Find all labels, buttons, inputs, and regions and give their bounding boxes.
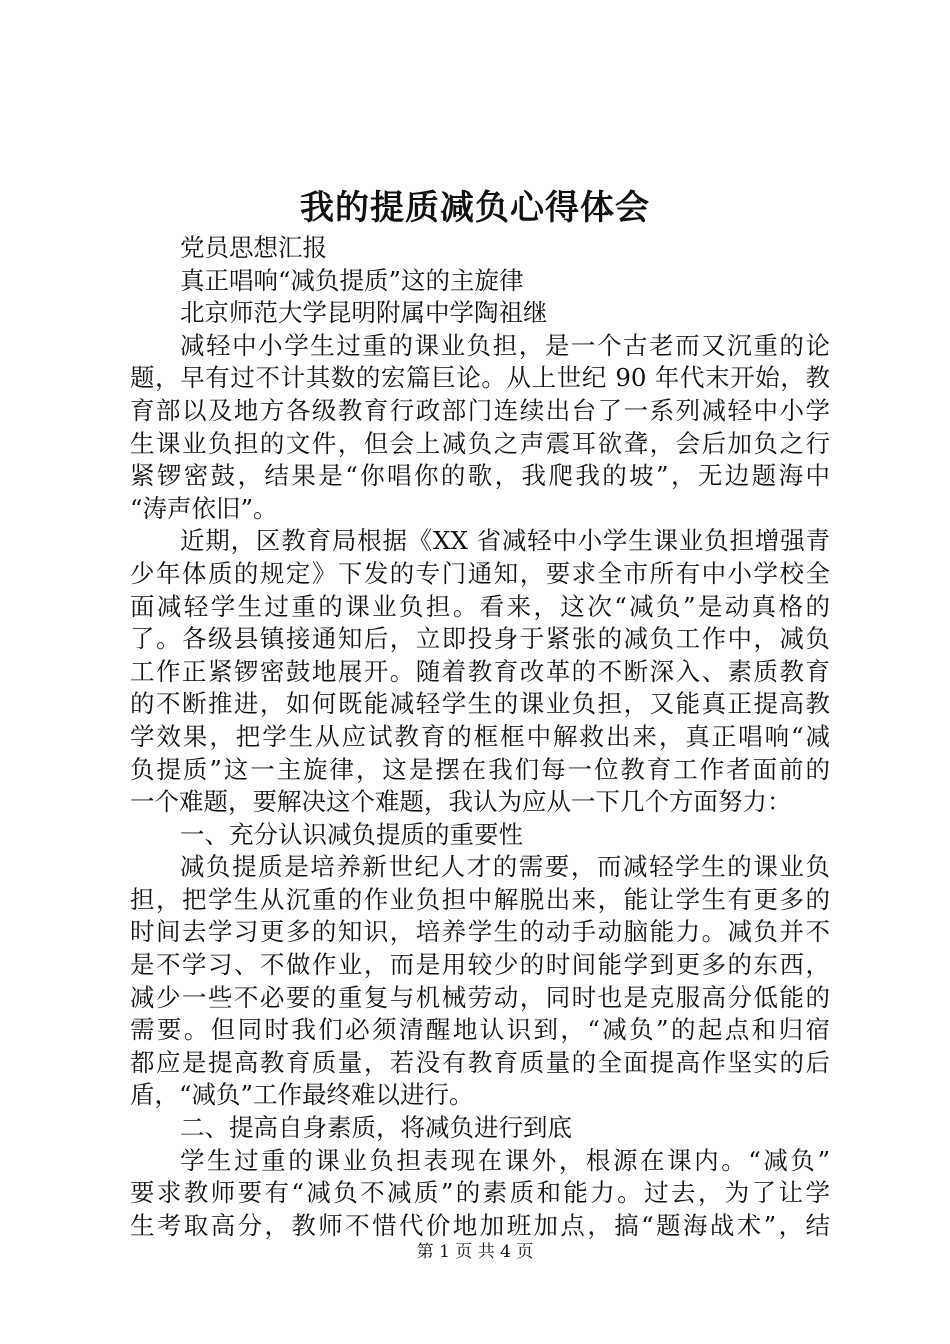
text-line: 要求教师要有“减负不减质”的素质和能力。过去，为了让学 — [130, 1178, 830, 1208]
text-line: 负提质”这一主旋律，这是摆在我们每一位教育工作者面前的 — [130, 754, 830, 784]
document-body — [130, 232, 830, 1242]
document-title: 我的提质减负心得体会 — [300, 188, 650, 228]
text-line: 紧锣密鼓，结果是“你唱你的歌，我爬我的坡”，无边题海中 — [130, 461, 830, 491]
text-line: 学效果，把学生从应试教育的框框中解救出来，真正唱响“减 — [130, 721, 830, 751]
text-line: 学生过重的课业负担表现在课外，根源在课内。“减负” — [180, 1145, 830, 1175]
text-line: 题，早有过不计其数的宏篇巨论。从上世纪 90 年代末开始，教 — [130, 363, 830, 393]
text-line: 担，把学生从沉重的作业负担中解脱出来，能让学生有更多的 — [130, 884, 830, 914]
text-line: 真正唱响“减负提质”这的主旋律 — [180, 265, 524, 295]
text-line: 减负提质是培养新世纪人才的需要，而减轻学生的课业负 — [180, 852, 830, 882]
page-footer: 第 1 页 共 4 页 — [416, 1242, 534, 1262]
text-line: “涛声依旧”。 — [130, 493, 278, 523]
text-line: 党员思想汇报 — [180, 233, 327, 262]
text-line: 时间去学习更多的知识，培养学生的动手动脑能力。减负并不 — [130, 917, 830, 947]
text-line: 是不学习、不做作业，而是用较少的时间能学到更多的东西， — [130, 950, 830, 980]
text-line: 近期，区教育局根据《XX 省减轻中小学生课业负担增强青 — [180, 526, 830, 556]
text-line: 减少一些不必要的重复与机械劳动，同时也是克服高分低能的 — [130, 982, 830, 1012]
text-line: 的不断推进，如何既能减轻学生的课业负担，又能真正提高教 — [130, 689, 830, 719]
text-line: 都应是提高教育质量，若没有教育质量的全面提高作坚实的后 — [130, 1047, 830, 1077]
section-heading: 一、充分认识减负提质的重要性 — [180, 819, 523, 849]
section-heading: 二、提高自身素质，将减负进行到底 — [180, 1113, 572, 1143]
text-line: 了。各级县镇接通知后，立即投身于紧张的减负工作中，减负 — [130, 624, 830, 654]
text-line: 生考取高分，教师不惜代价地加班加点，搞“题海战术”，结 — [130, 1210, 830, 1240]
text-line: 面减轻学生过重的课业负担。看来，这次“减负”是动真格的 — [130, 591, 830, 621]
text-line: 少年体质的规定》下发的专门通知，要求全市所有中小学校全 — [130, 558, 830, 588]
text-line: 生课业负担的文件，但会上减负之声震耳欲聋，会后加负之行 — [130, 428, 830, 458]
text-line: 减轻中小学生过重的课业负担，是一个古老而又沉重的论 — [180, 330, 830, 360]
text-line: 工作正紧锣密鼓地展开。随着教育改革的不断深入、素质教育 — [130, 656, 830, 686]
text-line: 需要。但同时我们必须清醒地认识到，“减负”的起点和归宿 — [130, 1015, 830, 1045]
text-line: 一个难题，要解决这个难题，我认为应从一下几个方面努力： — [130, 787, 792, 817]
text-line: 育部以及地方各级教育行政部门连续出台了一系列减轻中小学 — [130, 395, 830, 425]
text-line: 盾，“减负”工作最终难以进行。 — [130, 1080, 474, 1110]
text-line: 北京师范大学昆明附属中学陶祖继 — [180, 298, 548, 328]
